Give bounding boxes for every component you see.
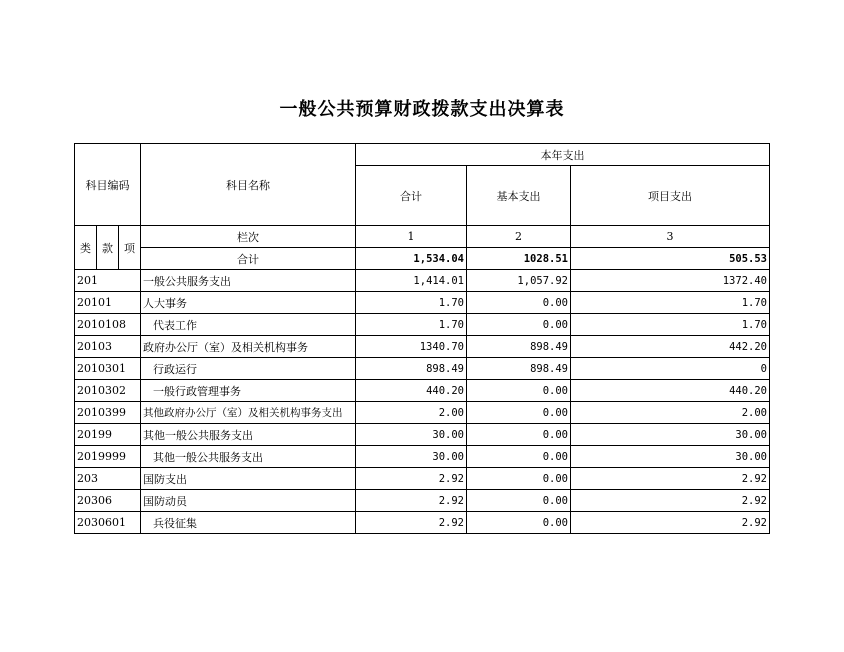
row-code: 201 (75, 270, 141, 292)
header-current-year: 本年支出 (356, 144, 770, 166)
row-name: 其他政府办公厅（室）及相关机构事务支出 (141, 402, 356, 424)
header-kuan: 款 (97, 226, 119, 270)
table-row (75, 446, 770, 468)
row-total: 2.92 (356, 512, 467, 534)
row-code: 20199 (75, 424, 141, 446)
row-basic: 1,057.92 (467, 270, 571, 292)
row-name: 政府办公厅（室）及相关机构事务 (141, 336, 356, 358)
row-name: 行政运行 (141, 358, 356, 380)
row-total: 1,414.01 (356, 270, 467, 292)
row-project: 1.70 (571, 292, 770, 314)
row-basic: 0.00 (467, 402, 571, 424)
row-code: 2010302 (75, 380, 141, 402)
header-project: 项目支出 (571, 166, 770, 226)
header-col1: 1 (356, 226, 467, 248)
row-name: 一般行政管理事务 (141, 380, 356, 402)
row-project: 442.20 (571, 336, 770, 358)
row-project: 30.00 (571, 424, 770, 446)
header-basic: 基本支出 (467, 166, 571, 226)
row-project: 2.92 (571, 512, 770, 534)
row-total: 2.92 (356, 468, 467, 490)
row-code: 2030601 (75, 512, 141, 534)
row-project: 0 (571, 358, 770, 380)
total-row-project: 505.53 (571, 248, 770, 270)
row-basic: 898.49 (467, 358, 571, 380)
row-total: 2.00 (356, 402, 467, 424)
table-row (75, 424, 770, 446)
table-row (75, 468, 770, 490)
row-project: 2.92 (571, 490, 770, 512)
row-project: 2.92 (571, 468, 770, 490)
table-row (75, 336, 770, 358)
row-code: 203 (75, 468, 141, 490)
row-project: 2.00 (571, 402, 770, 424)
row-project: 1.70 (571, 314, 770, 336)
row-total: 30.00 (356, 424, 467, 446)
header-name: 科目名称 (141, 144, 356, 226)
row-name: 其他一般公共服务支出 (141, 424, 356, 446)
table-row (75, 512, 770, 534)
row-basic: 0.00 (467, 380, 571, 402)
row-code: 2019999 (75, 446, 141, 468)
row-total: 1.70 (356, 314, 467, 336)
row-project: 1372.40 (571, 270, 770, 292)
header-xiang: 项 (119, 226, 141, 270)
row-name: 人大事务 (141, 292, 356, 314)
row-code: 2010399 (75, 402, 141, 424)
row-name: 其他一般公共服务支出 (141, 446, 356, 468)
table-row (75, 380, 770, 402)
total-row-basic: 1028.51 (467, 248, 571, 270)
page-title: 一般公共预算财政拨款支出决算表 (279, 99, 565, 120)
header-col3: 3 (571, 226, 770, 248)
row-total: 440.20 (356, 380, 467, 402)
header-column-no: 栏次 (141, 226, 356, 248)
row-total: 898.49 (356, 358, 467, 380)
row-name: 国防支出 (141, 468, 356, 490)
row-code: 20101 (75, 292, 141, 314)
table-row (75, 402, 770, 424)
row-total: 1340.70 (356, 336, 467, 358)
row-code: 2010108 (75, 314, 141, 336)
row-basic: 0.00 (467, 468, 571, 490)
row-total: 2.92 (356, 490, 467, 512)
expenditure-table (74, 143, 770, 534)
row-name: 代表工作 (141, 314, 356, 336)
total-row-total: 1,534.04 (356, 248, 467, 270)
table-row (75, 270, 770, 292)
row-name: 国防动员 (141, 490, 356, 512)
table-row (75, 314, 770, 336)
row-total: 30.00 (356, 446, 467, 468)
row-basic: 0.00 (467, 490, 571, 512)
row-code: 20103 (75, 336, 141, 358)
header-col2: 2 (467, 226, 571, 248)
row-basic: 0.00 (467, 292, 571, 314)
row-basic: 0.00 (467, 424, 571, 446)
row-name: 一般公共服务支出 (141, 270, 356, 292)
row-project: 30.00 (571, 446, 770, 468)
header-lei: 类 (75, 226, 97, 270)
row-name: 兵役征集 (141, 512, 356, 534)
table-row (75, 358, 770, 380)
row-basic: 0.00 (467, 314, 571, 336)
table-row (75, 490, 770, 512)
row-basic: 0.00 (467, 446, 571, 468)
row-total: 1.70 (356, 292, 467, 314)
row-basic: 898.49 (467, 336, 571, 358)
total-row-label: 合计 (141, 248, 356, 270)
header-total: 合计 (356, 166, 467, 226)
row-project: 440.20 (571, 380, 770, 402)
row-code: 20306 (75, 490, 141, 512)
table-row (75, 292, 770, 314)
row-code: 2010301 (75, 358, 141, 380)
header-code: 科目编码 (75, 144, 141, 226)
row-basic: 0.00 (467, 512, 571, 534)
